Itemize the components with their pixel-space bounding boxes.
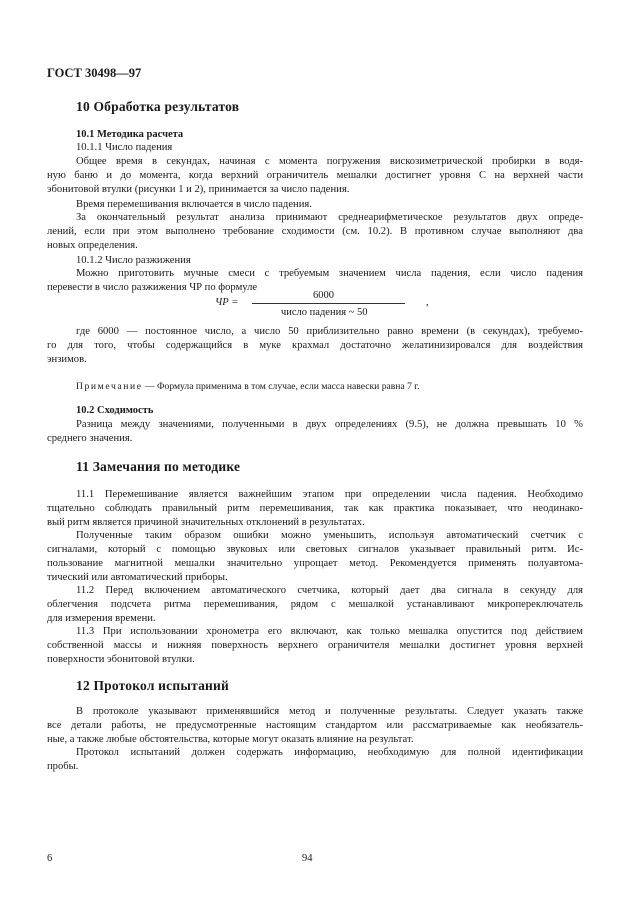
note-label: Примечание xyxy=(76,381,143,392)
page-number-center: 94 xyxy=(302,853,313,864)
text-line: тический или автоматический приборы. xyxy=(47,572,228,583)
text-line: перевести в число разжижения ЧР по формуле xyxy=(47,282,258,293)
text-line: пользование магнитной мешалки значительно упрощает метод. Рекомендуется применять полуавтома- xyxy=(47,558,583,569)
section-11-title: 11 Замечания по методике xyxy=(76,459,241,474)
text-line: В протоколе указывают применявшийся метод и полученные результаты. Следует указать также xyxy=(76,706,583,717)
text-line: собственной массы и нижняя поверхность верхнего ограничителя мешалки достигнет уровня верхней xyxy=(47,640,583,651)
paragraph-10-1-1-heading: 10.1.1 Число падения xyxy=(76,142,173,153)
text-line: пробы. xyxy=(47,761,79,772)
text-line: Можно приготовить мучные смеси с требуемым значением числа падения, если число падения xyxy=(76,268,583,279)
text-line: Общее время в секундах, начиная с момента погружения вискозиметрической пробирки в водя- xyxy=(76,156,583,167)
paragraph-stir-time: Время перемешивания включается в число падения. xyxy=(76,199,312,210)
text-line: сигналами, который с помощью звуковых или световых сигналов указывает правильный ритм. Ис- xyxy=(47,544,583,555)
text-line: вый ритм является причиной значительных отклонений в результатах. xyxy=(47,517,365,528)
text-line: лений, если при этом выполнено требование сходимости (см. 10.2). В противном случае выполняют два xyxy=(47,226,583,237)
doc-code-header: ГОСТ 30498—97 xyxy=(47,66,142,80)
text-line: эбонитовой втулки (рисунки 1 и 2), принимается за число падения. xyxy=(47,184,350,195)
paragraph-10-1-2-heading: 10.1.2 Число разжижения xyxy=(76,255,191,266)
text-line: среднего значения. xyxy=(47,433,133,444)
text-line: Полученные таким образом ошибки можно уменьшить, используя автоматический счетчик с xyxy=(76,530,583,541)
formula-tail: , xyxy=(426,297,429,308)
text-line: ные, а также любые обстоятельства, которые могут оказать влияние на результат. xyxy=(47,734,414,745)
text-line: 11.3 При использовании хронометра его включают, как только мешалка опустится под действием xyxy=(76,626,583,637)
section-10-title: 10 Обработка результатов xyxy=(76,99,240,114)
text-line: го для того, чтобы содержащийся в муке крахмал достаточно желатинизировался для воздействия xyxy=(47,340,583,351)
text-line: новых определения. xyxy=(47,240,138,251)
fraction-bar xyxy=(252,303,405,304)
note-text: — Формула применима в том случае, если масса навески равна 7 г. xyxy=(144,381,420,392)
text-line: Разница между значениями, полученными в двух определениях (9.5), не должна превышать 10 % xyxy=(76,419,583,430)
text-line: облегчения подсчета ритма перемешивания, рядом с мешалкой устанавливают микропереключатель xyxy=(47,599,583,610)
text-line: энзимов. xyxy=(47,354,87,365)
note xyxy=(76,381,420,392)
formula-denominator: число падения ~ 50 xyxy=(281,307,368,318)
text-line: 11.1 Перемешивание является важнейшим этапом при определении числа падения. Необходимо xyxy=(76,489,583,500)
text-line: для измерения времени. xyxy=(47,613,156,624)
text-line: 11.2 Перед включением автоматического счетчика, который дает два сигнала в секунду для xyxy=(76,585,583,596)
text-line: ную баню и до момента, когда верхний ограничитель мешалки достигнет уровня С на верхней части xyxy=(47,170,583,181)
formula-lhs: ЧР = xyxy=(215,297,239,308)
subsection-10-1-title: 10.1 Методика расчета xyxy=(76,129,184,140)
text-line: поверхности эбонитовой втулки. xyxy=(47,654,195,665)
text-line: все детали работы, не предусмотренные настоящим стандартом или рассматриваемые как необязатель- xyxy=(47,720,583,731)
page-number-left: 6 xyxy=(47,853,53,864)
section-12-title: 12 Протокол испытаний xyxy=(76,678,229,693)
text-line: тщательно соблюдать правильный ритм перемешивания, так как практика показывает, что неодинако- xyxy=(47,503,583,514)
text-line: За окончательный результат анализа принимают среднеарифметическое результатов двух опреде- xyxy=(76,212,583,223)
text-line: Протокол испытаний должен содержать информацию, необходимую для полной идентификации xyxy=(76,747,583,758)
subsection-10-2-title: 10.2 Сходимость xyxy=(76,405,154,416)
formula-numerator: 6000 xyxy=(313,290,334,301)
text-line: где 6000 — постоянное число, а число 50 приблизительно равно времени (в секундах), требуемо- xyxy=(76,326,583,337)
